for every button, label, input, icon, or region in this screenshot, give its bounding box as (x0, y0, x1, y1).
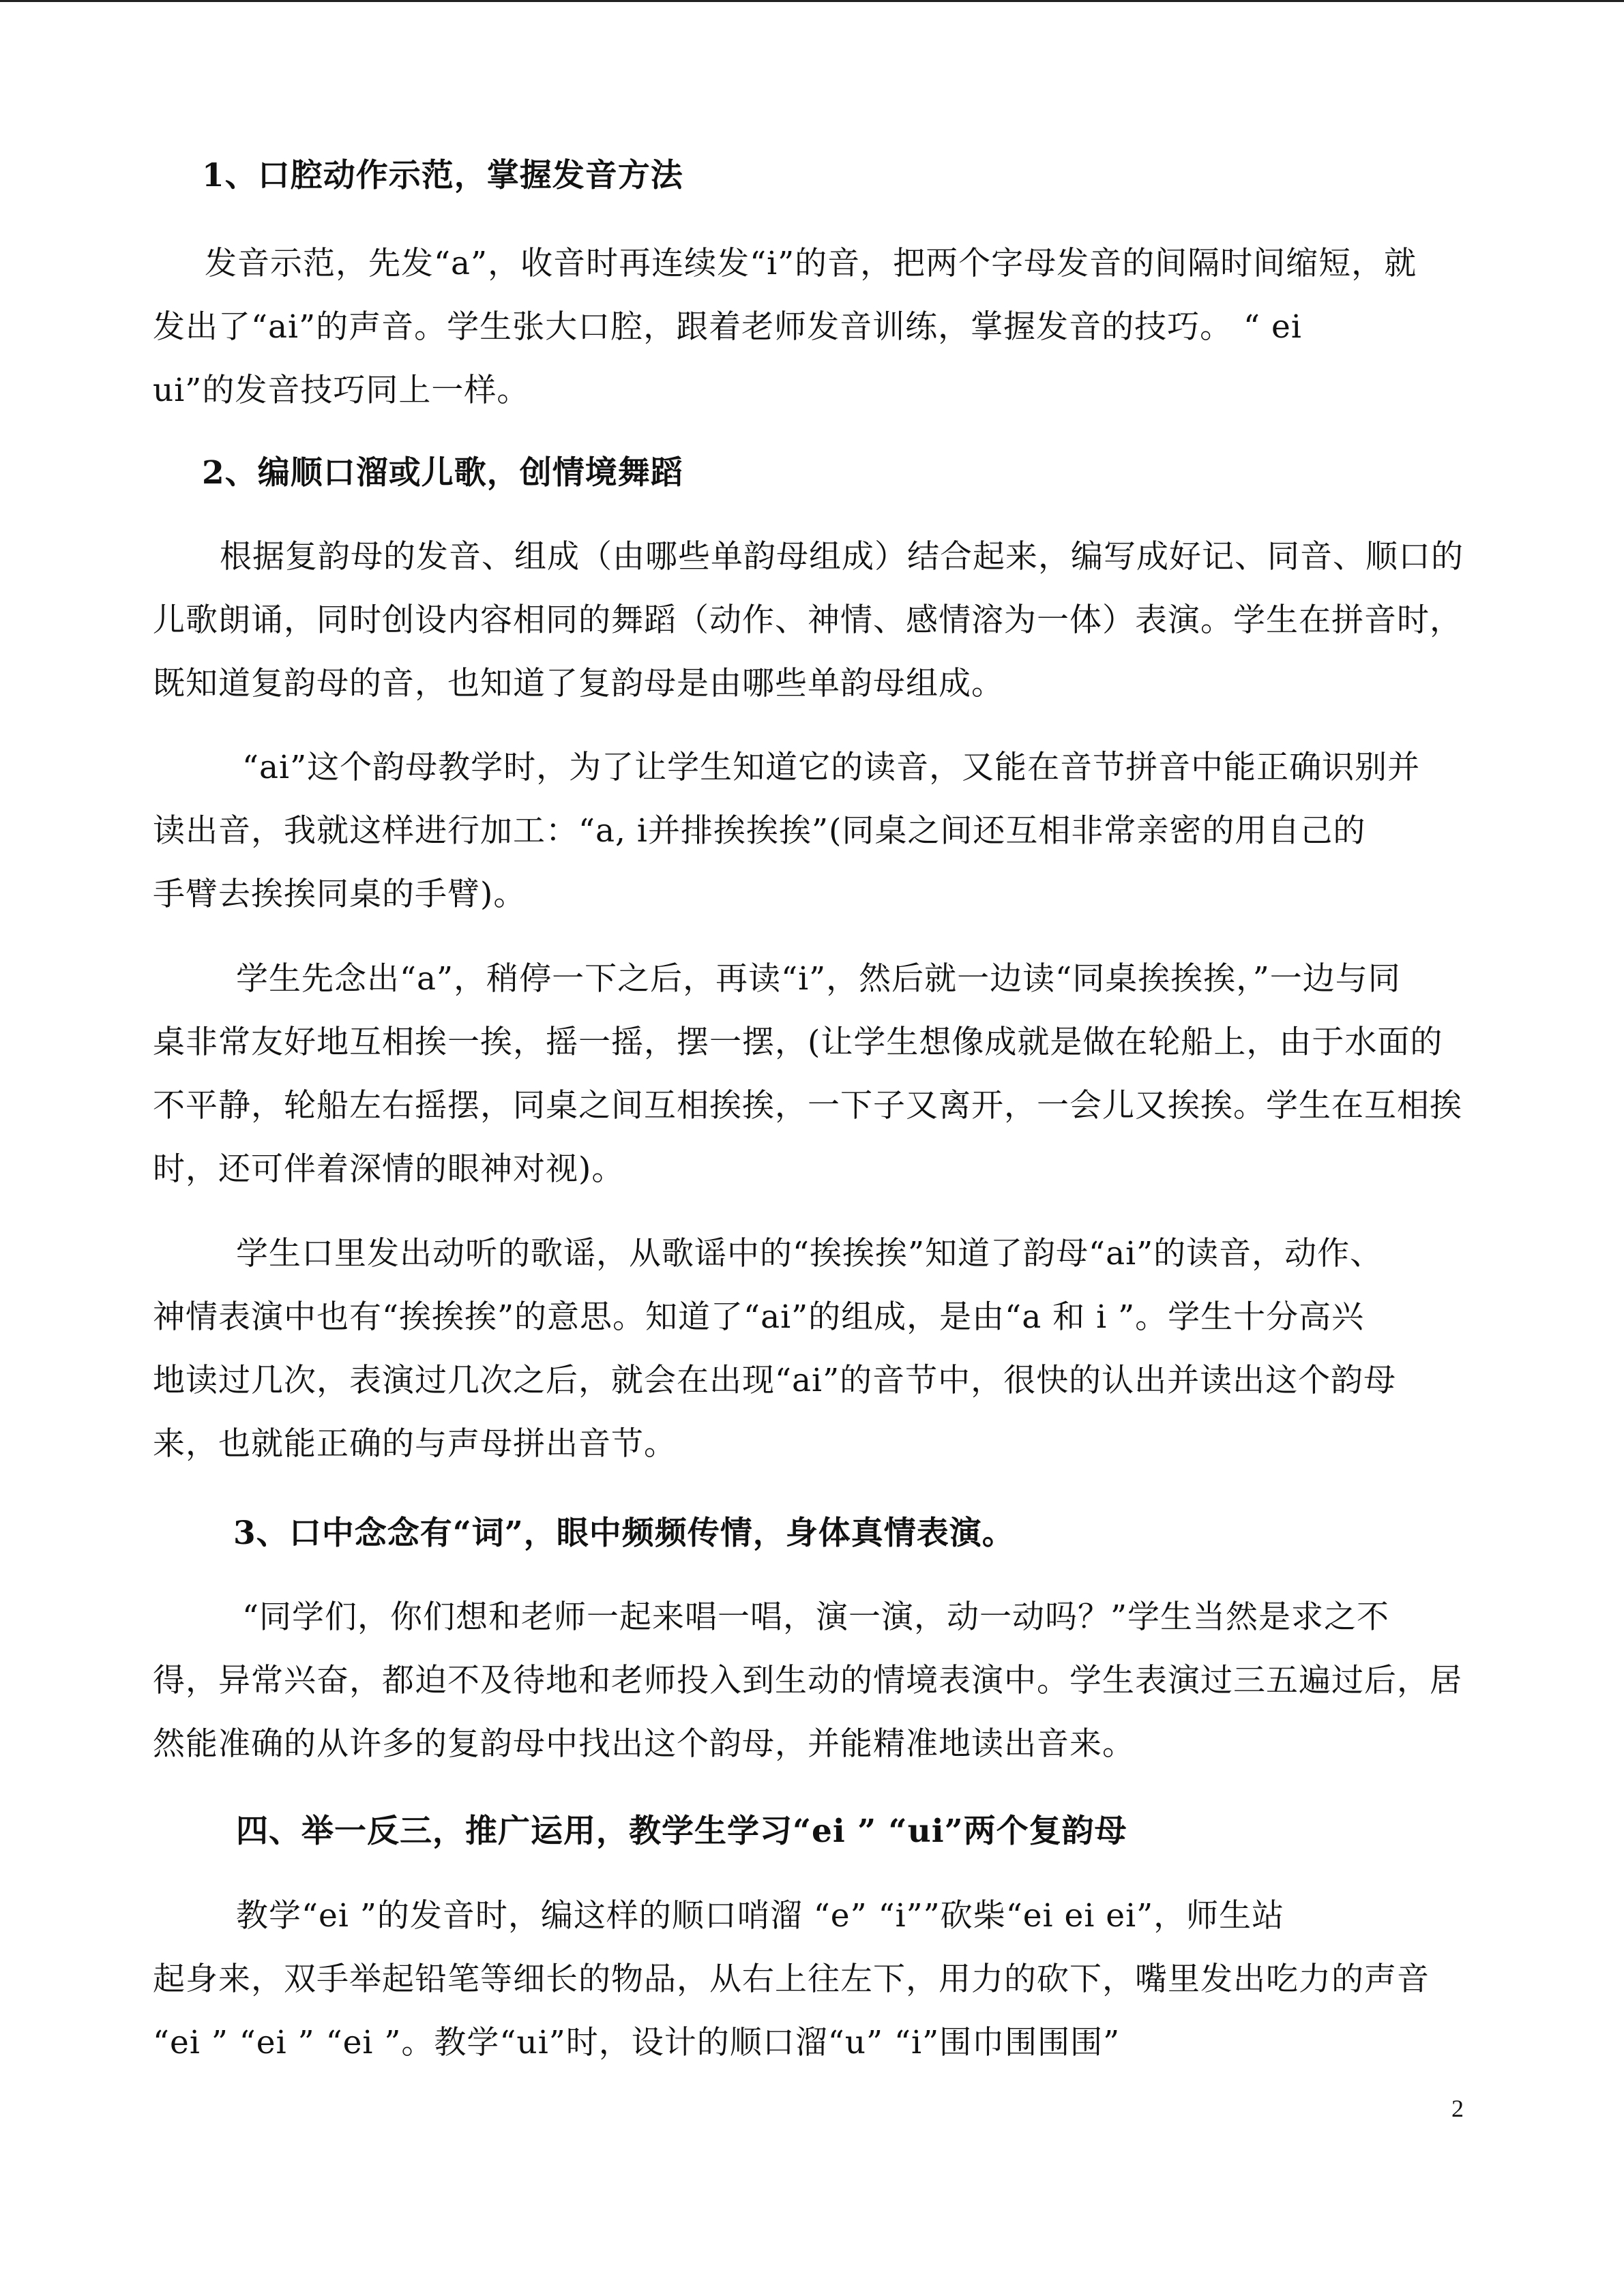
paragraph-line: 神情表演中也有“挨挨挨”的意思。知道了“ai”的组成，是由“a 和 i ”。学生十分高兴 (153, 1298, 1365, 1336)
paragraph-line: 然能准确的从许多的复韵母中找出这个韵母，并能精准地读出音来。 (153, 1725, 1135, 1763)
paragraph-line: 手臂去挨挨同桌的手臂)。 (153, 876, 527, 913)
paragraph-line: 发音示范，先发“a”，收音时再连续发“i”的音，把两个字母发音的间隔时间缩短，就 (205, 245, 1417, 282)
page-number: 2 (1451, 2095, 1464, 2122)
section-heading: 1、口腔动作示范，掌握发音方法 (202, 157, 683, 194)
paragraph-line: 发出了“ai”的声音。学生张大口腔，跟着老师发音训练，掌握发音的技巧。 “ ei (153, 308, 1302, 346)
paragraph-line: 儿歌朗诵，同时创设内容相同的舞蹈（动作、神情、感情溶为一体）表演。学生在拼音时， (153, 601, 1462, 639)
paragraph-line: “ai”这个韵母教学时，为了让学生知道它的读音，又能在音节拼音中能正确识别并 (242, 749, 1421, 786)
paragraph-line: 来，也就能正确的与声母拼出音节。 (153, 1425, 677, 1463)
paragraph-line: 既知道复韵母的音，也知道了复韵母是由哪些单韵母组成。 (153, 665, 1004, 702)
section-heading: 四、举一反三，推广运用，教学生学习“ei ” “ui”两个复韵母 (236, 1813, 1127, 1850)
paragraph-line: 根据复韵母的发音、组成（由哪些单韵母组成）结合起来，编写成好记、同音、顺口的 (220, 538, 1464, 576)
paragraph-line: 起身来，双手举起铅笔等细长的物品，从右上往左下，用力的砍下，嘴里发出吃力的声音 (153, 1960, 1430, 1998)
paragraph-line: 学生先念出“a”，稍停一下之后，再读“i”，然后就一边读“同桌挨挨挨，”一边与同 (236, 960, 1401, 998)
paragraph-line: “同学们，你们想和老师一起来唱一唱，演一演，动一动吗？”学生当然是求之不 (242, 1598, 1390, 1636)
section-heading: 3、口中念念有“词”，眼中频频传情，身体真情表演。 (233, 1515, 1015, 1552)
paragraph-line: 桌非常友好地互相挨一挨，摇一摇，摆一摆，(让学生想像成就是做在轮船上，由于水面的 (153, 1024, 1443, 1061)
paragraph-line: 教学“ei ”的发音时，编这样的顺口哨溜 “e” “i””砍柴“ei ei ei”，师生站 (236, 1897, 1285, 1935)
paragraph-line: ui”的发音技巧同上一样。 (153, 372, 530, 409)
section-heading: 2、编顺口溜或儿歌，创情境舞蹈 (202, 454, 683, 492)
paragraph-line: 不平静，轮船左右摇摆，同桌之间互相挨挨，一下子又离开，一会儿又挨挨。学生在互相挨 (153, 1087, 1462, 1124)
paragraph-line: 得，异常兴奋，都迫不及待地和老师投入到生动的情境表演中。学生表演过三五遍过后，居 (153, 1662, 1462, 1699)
paragraph-line: 读出音，我就这样进行加工：“a, i并排挨挨挨”(同桌之间还互相非常亲密的用自己的 (153, 812, 1366, 850)
paragraph-line: 学生口里发出动听的歌谣，从歌谣中的“挨挨挨”知道了韵母“ai”的读音，动作、 (236, 1235, 1383, 1272)
paragraph-line: 地读过几次，表演过几次之后，就会在出现“ai”的音节中，很快的认出并读出这个韵母 (153, 1362, 1397, 1399)
paragraph-line: “ei ” “ei ” “ei ”。教学“ui”时，设计的顺口溜“u” “i”围巾围围围” (153, 2024, 1121, 2061)
paragraph-line: 时，还可伴着深情的眼神对视)。 (153, 1150, 625, 1188)
